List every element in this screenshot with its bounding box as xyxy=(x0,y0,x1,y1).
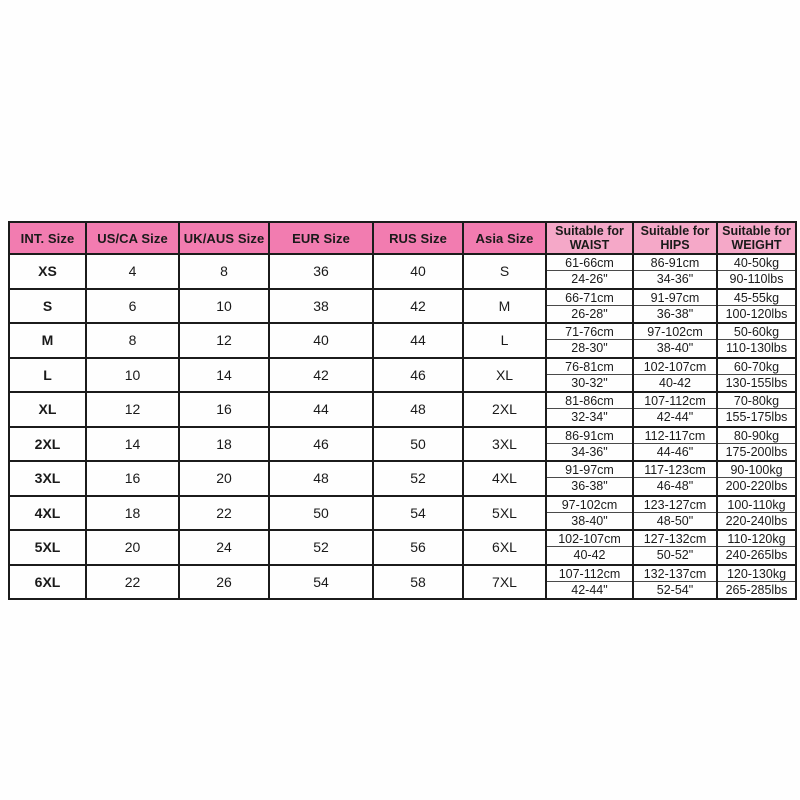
cell-weight xyxy=(717,530,796,565)
hips-inch-value: 42-44" xyxy=(656,410,694,425)
cell-hips xyxy=(633,323,717,358)
cell-hips xyxy=(633,427,717,462)
cell-weight xyxy=(717,461,796,496)
cell-hips xyxy=(633,254,717,289)
hips-cm-value: 112-117cm xyxy=(634,428,716,444)
cell-weight xyxy=(717,565,796,600)
waist-inch-value: 36-38" xyxy=(571,479,608,494)
table-row xyxy=(9,461,796,496)
hips-inch-value: 46-48" xyxy=(656,479,694,494)
cell-ukaus-size: 16 xyxy=(179,392,269,427)
hips-inch-value: 34-36" xyxy=(656,272,694,287)
cell-rus-size: 54 xyxy=(373,496,463,531)
waist-cm-value: 61-66cm xyxy=(547,255,632,271)
weight-kg-value: 60-70kg xyxy=(718,359,795,375)
table-row xyxy=(9,392,796,427)
cell-ukaus-size: 10 xyxy=(179,289,269,324)
cell-asia-size: XL xyxy=(463,358,546,393)
waist-cm-value: 76-81cm xyxy=(547,359,632,375)
cell-usca-size: 14 xyxy=(86,427,179,462)
table-row xyxy=(9,496,796,531)
cell-rus-size: 40 xyxy=(373,254,463,289)
header-usca-size: US/CA Size xyxy=(86,222,179,254)
weight-kg-value: 80-90kg xyxy=(718,428,795,444)
table-row xyxy=(9,289,796,324)
waist-cm-value: 102-107cm xyxy=(547,531,632,547)
cell-waist xyxy=(546,254,633,289)
weight-kg-value: 70-80kg xyxy=(718,393,795,409)
cell-rus-size: 42 xyxy=(373,289,463,324)
cell-int-size: 2XL xyxy=(9,427,86,462)
cell-asia-size: 3XL xyxy=(463,427,546,462)
header-ukaus-size: UK/AUS Size xyxy=(179,222,269,254)
cell-ukaus-size: 8 xyxy=(179,254,269,289)
header-suitable-weight-line2: WEIGHT xyxy=(731,238,782,252)
cell-rus-size: 46 xyxy=(373,358,463,393)
cell-rus-size: 56 xyxy=(373,530,463,565)
cell-int-size: S xyxy=(9,289,86,324)
waist-cm-value: 97-102cm xyxy=(547,497,632,513)
header-suitable-waist-line2: WAIST xyxy=(569,238,610,252)
waist-cm-value: 86-91cm xyxy=(547,428,632,444)
cell-weight xyxy=(717,289,796,324)
cell-rus-size: 58 xyxy=(373,565,463,600)
cell-eur-size: 38 xyxy=(269,289,373,324)
cell-asia-size: M xyxy=(463,289,546,324)
cell-usca-size: 10 xyxy=(86,358,179,393)
waist-inch-value: 34-36" xyxy=(571,444,608,459)
hips-cm-value: 97-102cm xyxy=(634,324,716,340)
cell-int-size: M xyxy=(9,323,86,358)
size-chart-table xyxy=(8,221,797,600)
cell-weight xyxy=(717,427,796,462)
cell-int-size: 4XL xyxy=(9,496,86,531)
waist-inch-value: 38-40" xyxy=(571,513,608,528)
cell-asia-size: 4XL xyxy=(463,461,546,496)
header-eur-size: EUR Size xyxy=(269,222,373,254)
waist-cm-value: 81-86cm xyxy=(547,393,632,409)
cell-hips xyxy=(633,530,717,565)
cell-rus-size: 50 xyxy=(373,427,463,462)
cell-usca-size: 8 xyxy=(86,323,179,358)
cell-usca-size: 12 xyxy=(86,392,179,427)
header-suitable-waist-line1: Suitable for xyxy=(555,223,624,238)
cell-ukaus-size: 18 xyxy=(179,427,269,462)
hips-inch-value: 40-42 xyxy=(659,375,691,390)
cell-usca-size: 18 xyxy=(86,496,179,531)
cell-int-size: 5XL xyxy=(9,530,86,565)
cell-weight xyxy=(717,496,796,531)
cell-ukaus-size: 26 xyxy=(179,565,269,600)
cell-waist xyxy=(546,461,633,496)
weight-lbs-value: 200-220lbs xyxy=(725,479,788,494)
hips-cm-value: 102-107cm xyxy=(634,359,716,375)
weight-kg-value: 50-60kg xyxy=(718,324,795,340)
cell-usca-size: 20 xyxy=(86,530,179,565)
cell-asia-size: L xyxy=(463,323,546,358)
cell-int-size: L xyxy=(9,358,86,393)
header-suitable-hips-line1: Suitable for xyxy=(640,223,710,238)
cell-int-size: 3XL xyxy=(9,461,86,496)
weight-kg-value: 110-120kg xyxy=(718,531,795,547)
cell-asia-size: 2XL xyxy=(463,392,546,427)
cell-hips xyxy=(633,358,717,393)
cell-waist xyxy=(546,565,633,600)
cell-int-size: XS xyxy=(9,254,86,289)
cell-hips xyxy=(633,392,717,427)
cell-rus-size: 44 xyxy=(373,323,463,358)
waist-inch-value: 42-44" xyxy=(571,582,608,597)
cell-waist xyxy=(546,358,633,393)
cell-ukaus-size: 12 xyxy=(179,323,269,358)
table-row xyxy=(9,427,796,462)
weight-lbs-value: 110-130lbs xyxy=(726,341,787,356)
header-int-size: INT. Size xyxy=(9,222,86,254)
cell-waist xyxy=(546,496,633,531)
waist-inch-value: 24-26" xyxy=(571,272,608,287)
hips-cm-value: 132-137cm xyxy=(634,566,716,582)
cell-rus-size: 52 xyxy=(373,461,463,496)
hips-cm-value: 123-127cm xyxy=(634,497,716,513)
cell-weight xyxy=(717,392,796,427)
weight-kg-value: 40-50kg xyxy=(718,255,795,271)
table-row xyxy=(9,254,796,289)
table-row xyxy=(9,323,796,358)
cell-usca-size: 22 xyxy=(86,565,179,600)
cell-asia-size: 7XL xyxy=(463,565,546,600)
weight-kg-value: 45-55kg xyxy=(718,290,795,306)
weight-kg-value: 100-110kg xyxy=(718,497,795,513)
cell-weight xyxy=(717,254,796,289)
cell-eur-size: 52 xyxy=(269,530,373,565)
cell-eur-size: 54 xyxy=(269,565,373,600)
hips-inch-value: 38-40" xyxy=(656,341,694,356)
cell-ukaus-size: 22 xyxy=(179,496,269,531)
header-rus-size: RUS Size xyxy=(373,222,463,254)
weight-lbs-value: 90-110lbs xyxy=(729,272,784,287)
header-row xyxy=(9,222,796,254)
weight-lbs-value: 155-175lbs xyxy=(725,410,788,425)
header-asia-size: Asia Size xyxy=(463,222,546,254)
hips-inch-value: 36-38" xyxy=(656,306,694,321)
cell-hips xyxy=(633,289,717,324)
cell-eur-size: 44 xyxy=(269,392,373,427)
cell-eur-size: 40 xyxy=(269,323,373,358)
cell-hips xyxy=(633,496,717,531)
waist-inch-value: 26-28" xyxy=(571,306,608,321)
hips-cm-value: 86-91cm xyxy=(634,255,716,271)
cell-usca-size: 6 xyxy=(86,289,179,324)
table-row xyxy=(9,358,796,393)
table-row xyxy=(9,530,796,565)
header-suitable-weight-line1: Suitable for xyxy=(722,223,791,238)
cell-eur-size: 42 xyxy=(269,358,373,393)
waist-cm-value: 107-112cm xyxy=(547,566,632,582)
cell-waist xyxy=(546,323,633,358)
table-row xyxy=(9,565,796,600)
header-suitable-hips xyxy=(633,222,717,254)
cell-waist xyxy=(546,427,633,462)
weight-lbs-value: 220-240lbs xyxy=(725,513,788,528)
waist-inch-value: 40-42 xyxy=(573,548,606,563)
cell-asia-size: 6XL xyxy=(463,530,546,565)
hips-cm-value: 107-112cm xyxy=(634,393,716,409)
cell-eur-size: 50 xyxy=(269,496,373,531)
hips-inch-value: 48-50" xyxy=(656,513,694,528)
weight-lbs-value: 175-200lbs xyxy=(725,444,788,459)
cell-asia-size: S xyxy=(463,254,546,289)
hips-inch-value: 50-52" xyxy=(656,548,694,563)
weight-lbs-value: 100-120lbs xyxy=(725,306,788,321)
header-suitable-weight xyxy=(717,222,796,254)
cell-hips xyxy=(633,461,717,496)
waist-cm-value: 66-71cm xyxy=(547,290,632,306)
waist-inch-value: 28-30" xyxy=(571,341,608,356)
waist-inch-value: 30-32" xyxy=(571,375,608,390)
cell-usca-size: 16 xyxy=(86,461,179,496)
cell-ukaus-size: 14 xyxy=(179,358,269,393)
weight-kg-value: 90-100kg xyxy=(718,462,795,478)
cell-eur-size: 36 xyxy=(269,254,373,289)
cell-eur-size: 48 xyxy=(269,461,373,496)
weight-lbs-value: 265-285lbs xyxy=(725,582,788,597)
cell-rus-size: 48 xyxy=(373,392,463,427)
hips-cm-value: 127-132cm xyxy=(634,531,716,547)
cell-waist xyxy=(546,530,633,565)
hips-inch-value: 52-54" xyxy=(656,582,694,597)
hips-cm-value: 117-123cm xyxy=(634,462,716,478)
cell-int-size: 6XL xyxy=(9,565,86,600)
cell-ukaus-size: 20 xyxy=(179,461,269,496)
cell-ukaus-size: 24 xyxy=(179,530,269,565)
cell-weight xyxy=(717,358,796,393)
cell-waist xyxy=(546,289,633,324)
cell-waist xyxy=(546,392,633,427)
table-body xyxy=(9,254,796,599)
cell-asia-size: 5XL xyxy=(463,496,546,531)
weight-lbs-value: 130-155lbs xyxy=(725,375,788,390)
waist-cm-value: 91-97cm xyxy=(547,462,632,478)
waist-inch-value: 32-34" xyxy=(571,410,608,425)
hips-cm-value: 91-97cm xyxy=(634,290,716,306)
header-suitable-hips-line2: HIPS xyxy=(660,238,690,252)
cell-int-size: XL xyxy=(9,392,86,427)
cell-eur-size: 46 xyxy=(269,427,373,462)
waist-cm-value: 71-76cm xyxy=(547,324,632,340)
weight-kg-value: 120-130kg xyxy=(718,566,795,582)
header-suitable-waist xyxy=(546,222,633,254)
weight-lbs-value: 240-265lbs xyxy=(725,548,788,563)
cell-usca-size: 4 xyxy=(86,254,179,289)
cell-hips xyxy=(633,565,717,600)
hips-inch-value: 44-46" xyxy=(656,444,694,459)
cell-weight xyxy=(717,323,796,358)
